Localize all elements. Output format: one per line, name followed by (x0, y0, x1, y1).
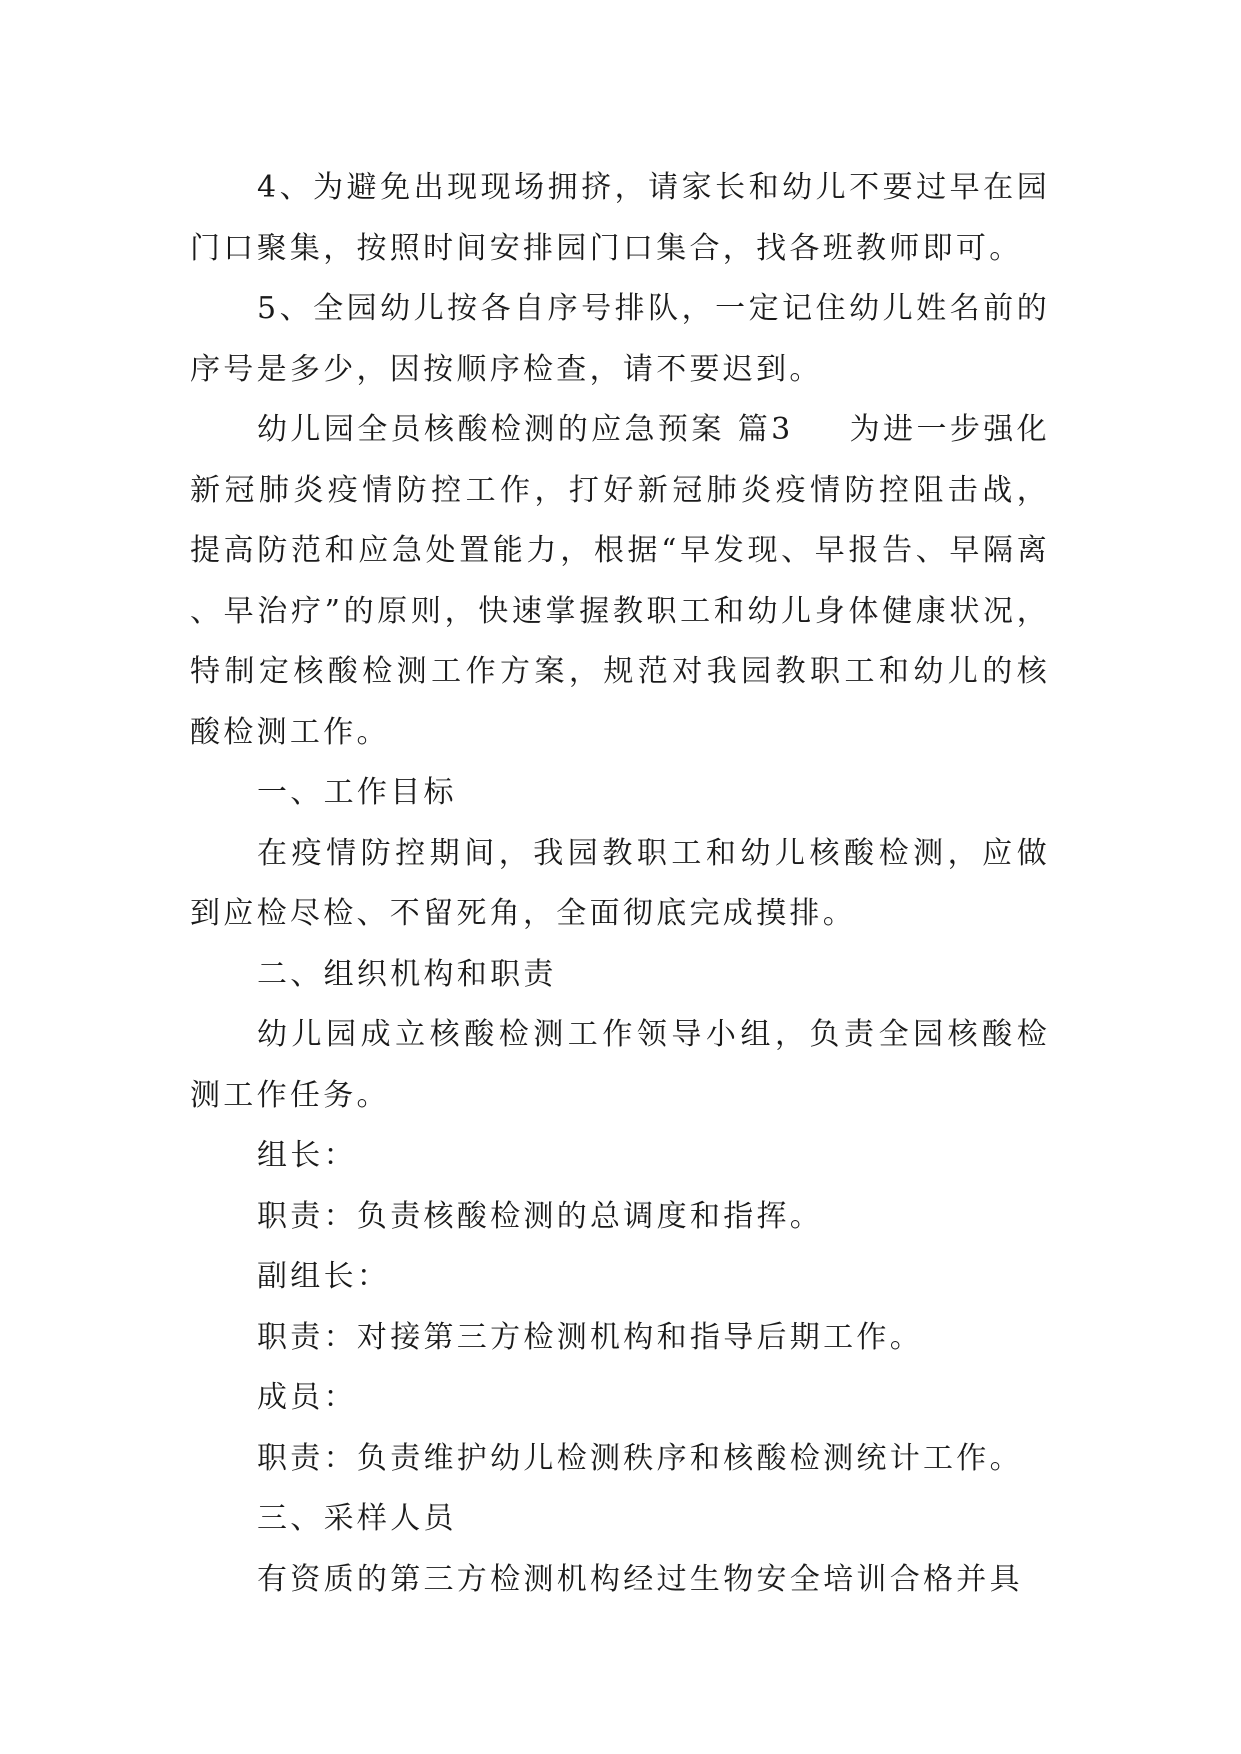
heading-sampling-staff: 三、采样人员 (257, 1501, 457, 1536)
section-paragraph (190, 400, 1050, 763)
paragraph-sampling-staff: 有资质的第三方检测机构经过生物安全培训合格并具 (257, 1561, 1023, 1597)
duty-members: 职责：负责维护幼儿检测秩序和核酸检测统计工作。 (257, 1440, 1023, 1476)
role-members: 成员： (257, 1380, 357, 1415)
section-intro-text: 为进一步强化新冠肺炎疫情防控工作，打好新冠肺炎疫情防控阻击战，提高防范和应急处置能力，根据“早发现、早报告、早隔离、早治疗”的原则，快速掌握教职工和幼儿身体健康状况，特制定核酸检测工作方案，规范对我园教职工和幼儿的核酸检测工作。 (190, 412, 1050, 750)
heading-work-goal: 一、工作目标 (257, 775, 457, 810)
section-heading: 幼儿园全员核酸检测的应急预案 篇3 (257, 412, 794, 447)
role-deputy-leader: 副组长： (257, 1259, 391, 1294)
role-leader: 组长： (257, 1138, 357, 1173)
paragraph-item-4: 4、为避免出现现场拥挤，请家长和幼儿不要过早在园门口聚集，按照时间安排园门口集合，找各班教师即可。 (190, 170, 1050, 266)
paragraph-work-goal: 在疫情防控期间，我园教职工和幼儿核酸检测，应做到应检尽检、不留死角，全面彻底完成摸排。 (190, 835, 1050, 931)
paragraph-item-5: 5、全园幼儿按各自序号排队，一定记住幼儿姓名前的序号是多少，因按顺序检查，请不要迟到。 (190, 291, 1050, 387)
paragraph-organization: 幼儿园成立核酸检测工作领导小组，负责全园核酸检测工作任务。 (190, 1017, 1050, 1113)
duty-deputy-leader: 职责：对接第三方检测机构和指导后期工作。 (257, 1319, 923, 1355)
duty-leader: 职责：负责核酸检测的总调度和指挥。 (257, 1198, 824, 1234)
heading-organization: 二、组织机构和职责 (257, 956, 557, 992)
document-body (190, 158, 1050, 1610)
